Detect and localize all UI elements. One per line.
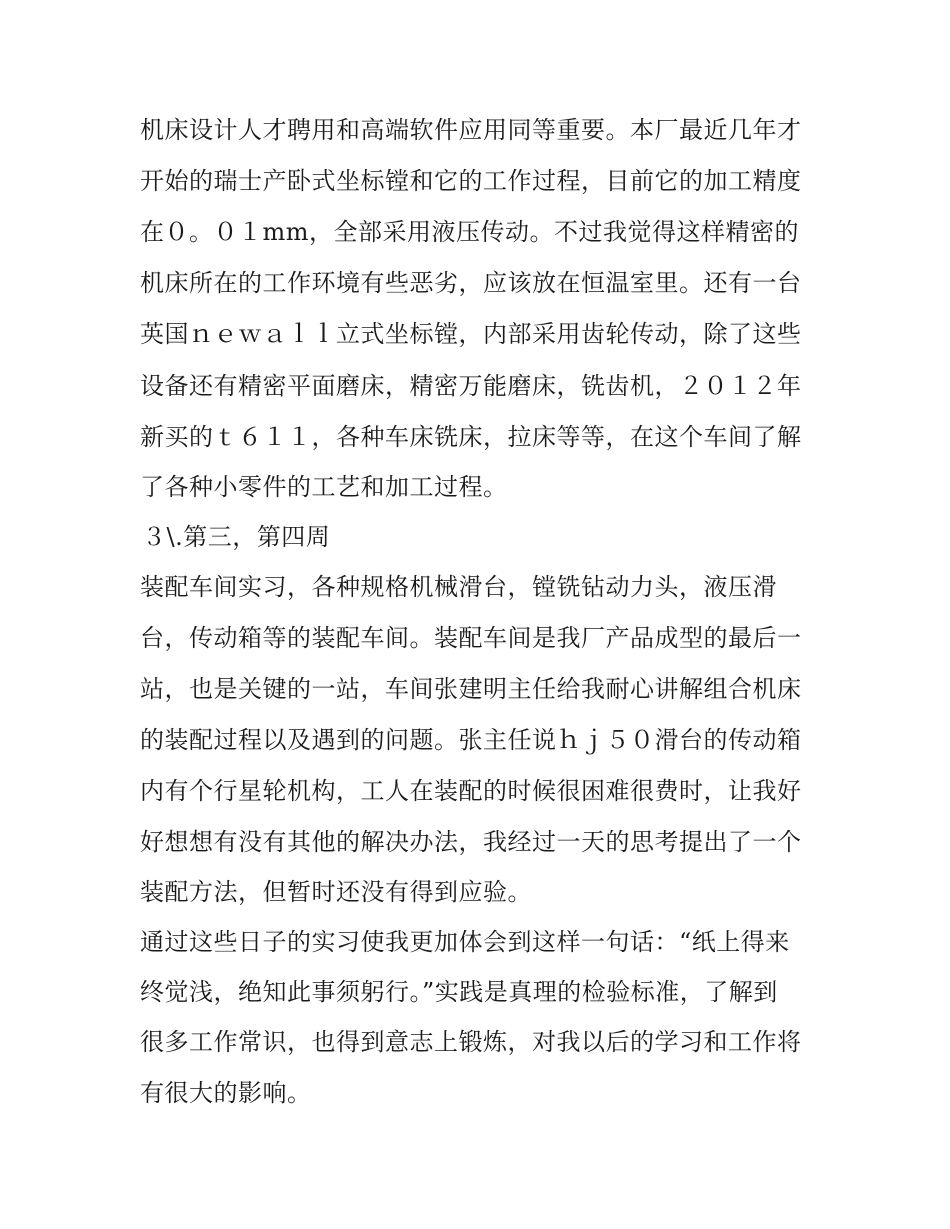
paragraph-line: 台，传动箱等的装配车间。装配车间是我厂产品成型的最后一 xyxy=(140,624,802,652)
paragraph-line: 内有个行星轮机构，工人在装配的时候很困难很费时，让我好 xyxy=(140,777,802,805)
paragraph-line: 终觉浅，绝知此事须躬行。”实践是真理的检验标准，了解到 xyxy=(140,978,778,1006)
paragraph-line: 站，也是关键的一站，车间张建明主任给我耐心讲解组合机床 xyxy=(140,675,802,703)
paragraph-line: 了各种小零件的工艺和加工过程。 xyxy=(140,473,508,501)
paragraph-line: 在０。０１mm，全部采用液压传动。不过我觉得这样精密的 xyxy=(140,218,800,246)
paragraph-line: 的装配过程以及遇到的问题。张主任说ｈｊ５０滑台的传动箱 xyxy=(140,726,802,754)
paragraph-line: 有很大的影响。 xyxy=(140,1079,312,1107)
paragraph-line: 装配车间实习，各种规格机械滑台，镗铣钻动力头，液压滑 xyxy=(140,573,777,601)
paragraph-line: 机床所在的工作环境有些恶劣，应该放在恒温室里。还有一台 xyxy=(140,269,802,297)
paragraph-line: 机床设计人才聘用和高端软件应用同等重要。本厂最近几年才 xyxy=(140,116,802,144)
paragraph-line: 开始的瑞士产卧式坐标镗和它的工作过程，目前它的加工精度 xyxy=(140,167,802,195)
paragraph-line: 装配方法，但暂时还没有得到应验。 xyxy=(140,878,532,906)
paragraph-line: 设备还有精密平面磨床，精密万能磨床，铣齿机，２０１２年 xyxy=(140,372,802,400)
section-heading: ３\.第三，第四周 xyxy=(142,523,331,551)
paragraph-line: 英国ｎｅｗａｌｌ立式坐标镗，内部采用齿轮传动，除了这些 xyxy=(140,320,802,348)
paragraph-line: 好想想有没有其他的解决办法，我经过一天的思考提出了一个 xyxy=(140,828,802,856)
paragraph-line: 很多工作常识，也得到意志上锻炼，对我以后的学习和工作将 xyxy=(140,1028,802,1056)
paragraph-line: 通过这些日子的实习使我更加体会到这样一句话：“纸上得来 xyxy=(140,928,790,956)
paragraph-line: 新买的ｔ６１１，各种车床铣床，拉床等等，在这个车间了解 xyxy=(140,423,802,451)
